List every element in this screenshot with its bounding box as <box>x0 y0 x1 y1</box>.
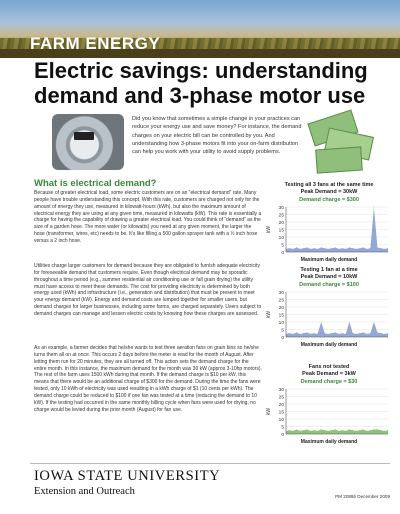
y-tick-label: 15 <box>278 313 284 319</box>
data-point <box>310 249 311 250</box>
data-point <box>381 430 382 431</box>
data-point <box>293 249 294 250</box>
data-point <box>374 429 375 430</box>
data-point <box>342 248 343 249</box>
data-point <box>352 333 353 334</box>
y-tick-label: 15 <box>278 228 284 234</box>
y-tick-label: 25 <box>278 213 284 219</box>
data-point <box>324 430 325 431</box>
data-point <box>296 247 297 248</box>
data-point <box>335 332 336 333</box>
data-point <box>374 322 375 323</box>
data-point <box>307 332 308 333</box>
data-point <box>310 431 311 432</box>
meter-dial <box>74 132 94 140</box>
data-point <box>381 248 382 249</box>
data-point <box>303 430 304 431</box>
section-heading: What is electrical demand? <box>34 178 157 189</box>
data-point <box>328 249 329 250</box>
y-tick-label: 30 <box>278 387 284 393</box>
money-bills-image <box>306 110 380 180</box>
footer <box>34 468 220 497</box>
data-point <box>314 430 315 431</box>
data-point <box>321 429 322 430</box>
data-point <box>342 430 343 431</box>
data-point <box>296 332 297 333</box>
chart-title: Testing 1 fan at a time <box>300 267 358 273</box>
data-point <box>293 431 294 432</box>
data-point <box>331 248 332 249</box>
chart-demand-charge: Demand charge = $30 <box>300 379 358 385</box>
university-name: IOWA STATE UNIVERSITY <box>34 468 221 484</box>
data-point <box>345 249 346 250</box>
data-point <box>321 247 322 248</box>
y-tick-label: 5 <box>281 425 284 431</box>
body-paragraph-2: Utilities charge larger customers for demand because they are obligated to furnish adequate electricity for foreseeable demand that customers require. Even though electrical demand may be sporadic throughout a time period (e.g., summer residential air conditioning use or fall grain drying) the utility must have access to meet these demands. The cost for providing electricity is determined by both energy used (kWh) and infrastructure (i.e., generation and distribution) that must be present to meet your energy demand (kW). Energy and demand costs are lumped together for smaller users, but demand charges for larger businesses, including some farms, are charged separately. Users subject to demand charges can manage and lessen electric costs by knowing how these charges are assessed. <box>34 263 262 317</box>
data-point <box>360 248 361 249</box>
data-point <box>384 334 385 335</box>
data-point <box>328 334 329 335</box>
banner-title: FARM ENERGY <box>30 34 161 53</box>
chart-plot <box>264 204 394 256</box>
y-axis-label: kW <box>266 225 272 234</box>
y-tick-label: 5 <box>281 328 284 334</box>
chart-peak-demand: Peak Demand = 10kW <box>300 274 358 280</box>
data-point <box>310 334 311 335</box>
data-point <box>328 431 329 432</box>
data-point <box>370 248 371 249</box>
data-point <box>377 247 378 248</box>
y-tick-label: 0 <box>281 250 284 256</box>
data-point <box>356 431 357 432</box>
chart-peak-demand: Peak Demand = 3kW <box>302 371 356 377</box>
data-point <box>345 334 346 335</box>
data-point <box>338 249 339 250</box>
chart-title: Testing all 3 fans at the same time <box>284 182 374 188</box>
data-point <box>356 334 357 335</box>
y-tick-label: 10 <box>278 417 284 423</box>
chart-plot <box>264 386 394 438</box>
intro-paragraph: Did you know that sometimes a simple change in your practices can reduce your energy use and save money? For instance, the demand charges on your electric bill can be controlled by you. And understanding how 3-phase motors fit into your on-farm distribution can help you work with your utility to avoid supply problems. <box>132 116 302 156</box>
data-point <box>367 334 368 335</box>
data-point <box>363 247 364 248</box>
data-point <box>349 322 350 323</box>
data-point <box>314 248 315 249</box>
y-tick-label: 0 <box>281 335 284 341</box>
data-point <box>381 333 382 334</box>
data-point <box>307 429 308 430</box>
y-tick-label: 20 <box>278 305 284 311</box>
data-point <box>377 429 378 430</box>
chart-title: Fans not tested <box>308 364 350 370</box>
data-point <box>335 247 336 248</box>
publication-number: PM 2089b December 2009 <box>335 494 390 499</box>
data-point <box>296 429 297 430</box>
y-tick-label: 25 <box>278 395 284 401</box>
extension-name: Extension and Outreach <box>34 486 135 497</box>
data-point <box>289 248 290 249</box>
data-point <box>388 333 389 334</box>
chart-demand-charge: Demand charge = $100 <box>299 282 359 288</box>
data-point <box>352 248 353 249</box>
chart-xlabel: Maximum daily demand <box>300 439 358 445</box>
y-axis-label: kW <box>266 310 272 319</box>
chart-plot <box>264 289 394 341</box>
data-point <box>363 332 364 333</box>
document-title: Electric savings: understanding demand and 3-phase motor use <box>34 58 368 108</box>
chart-xlabel: Maximum daily demand <box>300 342 358 348</box>
data-point <box>317 249 318 250</box>
data-point <box>300 249 301 250</box>
data-point <box>349 247 350 248</box>
data-point <box>356 249 357 250</box>
data-point <box>321 322 322 323</box>
body-paragraph-1: Because of greater electrical load, some electric customers are on an “electrical demand” rate. Many people have trouble understanding this concept. With this rate, customers are charged not only for the amount of energy they use, measured in kilowatt-hours (kWh), but also the maximum amount of electrical energy they are using at any given time, measured in kilowatts (kW). This rate is essentially a charge for having the capability of drawing a greater electrical load. You could think of “demand” as the size of a garden hose. The more water (or kilowatts) you need at any given moment, the larger the hose (transformer, wires, etc) needs to be. It’s like filling a 500 gallon sprayer tank with a ½ inch hose versus a 2 inch hose. <box>34 190 262 244</box>
data-point <box>314 333 315 334</box>
y-tick-label: 10 <box>278 235 284 241</box>
footer-divider <box>30 463 390 464</box>
data-point <box>307 247 308 248</box>
data-point <box>317 334 318 335</box>
data-point <box>324 333 325 334</box>
data-point <box>363 429 364 430</box>
data-point <box>289 333 290 334</box>
y-axis-label: kW <box>266 407 272 416</box>
bill-3 <box>315 146 363 173</box>
y-tick-label: 15 <box>278 410 284 416</box>
data-point <box>349 429 350 430</box>
data-point <box>384 249 385 250</box>
data-point <box>370 333 371 334</box>
y-tick-label: 30 <box>278 205 284 211</box>
y-tick-label: 25 <box>278 298 284 304</box>
data-point <box>300 431 301 432</box>
data-point <box>345 431 346 432</box>
y-tick-label: 20 <box>278 402 284 408</box>
y-tick-label: 20 <box>278 220 284 226</box>
data-point <box>377 332 378 333</box>
chart-all-fans <box>264 182 394 263</box>
data-point <box>303 248 304 249</box>
data-point <box>324 248 325 249</box>
chart-peak-demand: Peak Demand = 30kW <box>300 189 358 195</box>
y-tick-label: 5 <box>281 243 284 249</box>
header-banner <box>0 0 400 58</box>
data-point <box>331 333 332 334</box>
data-point <box>388 430 389 431</box>
y-tick-label: 30 <box>278 290 284 296</box>
data-point <box>360 333 361 334</box>
data-point <box>303 333 304 334</box>
data-point <box>317 431 318 432</box>
data-area <box>286 430 388 435</box>
data-point <box>388 248 389 249</box>
data-point <box>360 430 361 431</box>
data-point <box>338 431 339 432</box>
electric-meter-image <box>52 114 124 170</box>
data-point <box>352 430 353 431</box>
data-point <box>335 429 336 430</box>
body-paragraph-3: As an example, a farmer decides that he/she wants to test three aeration fans on grain bins so he/she turns them all on at once. This occurs 2 days before the meter is read for the month of August. After letting them run for 20 minutes, they are all turned off. This action sets the demand charge for the entire month. In this instance, the maximum demand for the month was 30 kW (approx 3-10hp motors). The rest of the farm uses 1500 kWh during that month. If the demand charge is $10 per kW, this means that there would be an additional charge of $300 for the demand. During the time the fans were tested, only 10 kWh of electricity was used resulting in a kWh charge of $1 (10 cents per kWh). The demand charge could be reduced to $100 if one fan was tested at a time (reducing the demand to 10 kW). If the testing had occurred in the same monthly billing cycle when fans were used for drying, no charge would be levied during the prior month (August) for fan use. <box>34 345 262 413</box>
data-point <box>367 249 368 250</box>
chart-one-fan <box>264 267 394 348</box>
chart-not-tested <box>264 364 394 445</box>
data-point <box>374 207 375 208</box>
data-point <box>289 430 290 431</box>
y-tick-label: 10 <box>278 320 284 326</box>
chart-xlabel: Maximum daily demand <box>300 257 358 263</box>
data-point <box>293 334 294 335</box>
chart-demand-charge: Demand charge = $300 <box>299 197 359 203</box>
data-point <box>370 430 371 431</box>
y-tick-label: 0 <box>281 432 284 438</box>
data-point <box>300 334 301 335</box>
data-point <box>384 431 385 432</box>
data-point <box>367 431 368 432</box>
data-point <box>338 334 339 335</box>
data-point <box>342 333 343 334</box>
data-point <box>331 430 332 431</box>
